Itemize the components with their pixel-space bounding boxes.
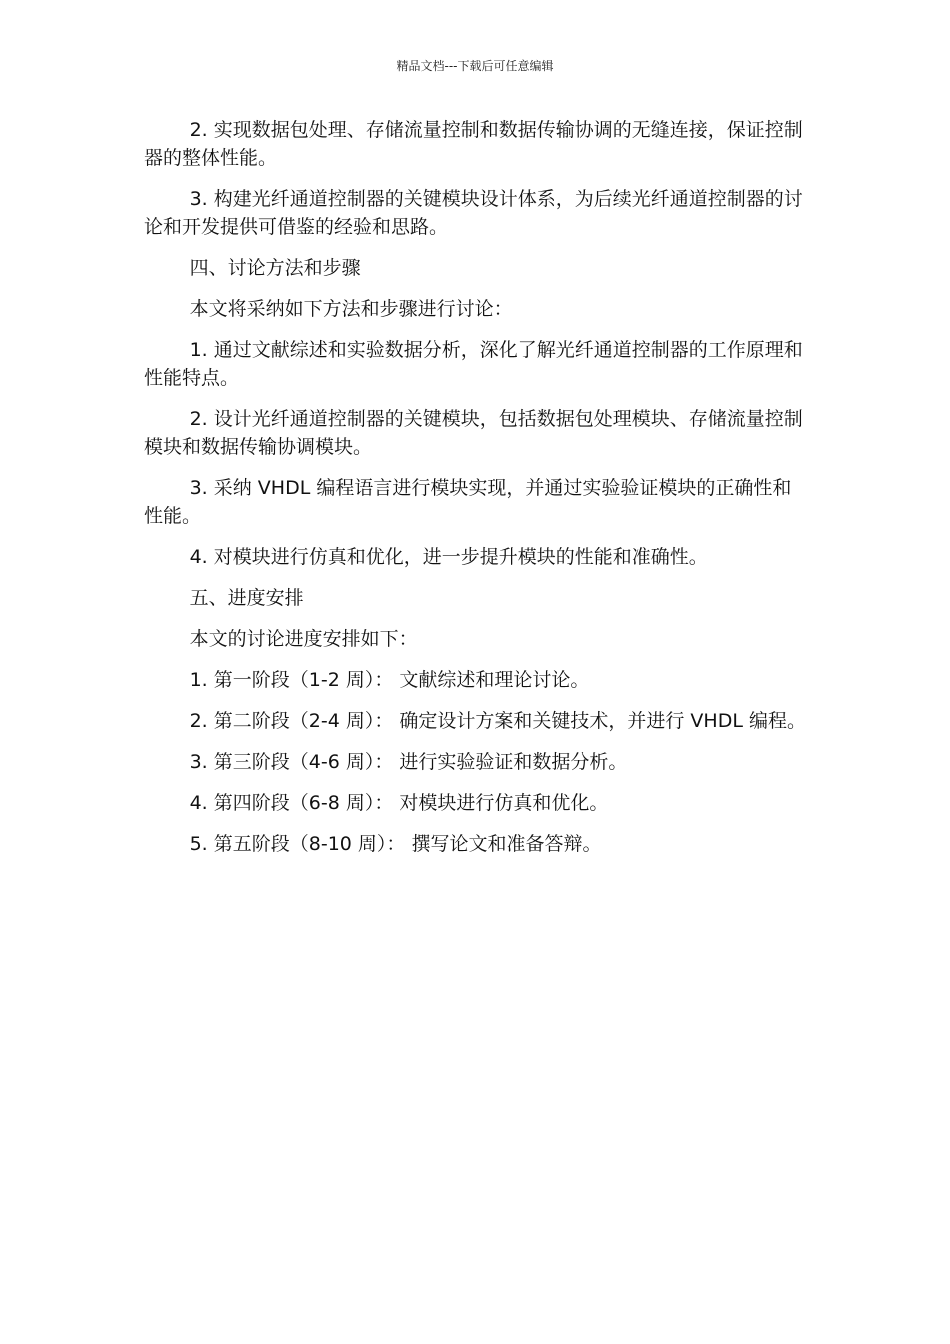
method-item-2: 2. 设计光纤通道控制器的关键模块，包括数据包处理模块、存储流量控制模块和数据传输协调模块。 [144, 408, 803, 458]
page-header: 精品文档---下载后可任意编辑 [396, 59, 554, 73]
document-body [144, 116, 806, 871]
schedule-item-1: 1. 第一阶段（1-2 周）： 文献综述和理论讨论。 [189, 669, 590, 691]
method-item-1: 1. 通过文献综述和实验数据分析，深化了解光纤通道控制器的工作原理和性能特点。 [144, 339, 803, 389]
schedule-item-3: 3. 第三阶段（4-6 周）： 进行实验验证和数据分析。 [189, 751, 628, 773]
method-item-3: 3. 采纳 VHDL 编程语言进行模块实现，并通过实验验证模块的正确性和性能。 [144, 477, 792, 527]
schedule-item-5: 5. 第五阶段（8-10 周）： 撰写论文和准备答辩。 [189, 833, 602, 855]
method-item-4: 4. 对模块进行仿真和优化，进一步提升模块的性能和准确性。 [189, 546, 708, 568]
schedule-intro: 本文的讨论进度安排如下： [189, 628, 418, 650]
goal-item-3: 3. 构建光纤通道控制器的关键模块设计体系，为后续光纤通道控制器的讨论和开发提供可借鉴的经验和思路。 [144, 188, 803, 238]
goal-item-2: 2. 实现数据包处理、存储流量控制和数据传输协调的无缝连接，保证控制器的整体性能。 [144, 119, 803, 169]
methods-intro: 本文将采纳如下方法和步骤进行讨论： [189, 298, 513, 320]
section-heading-schedule: 五、进度安排 [189, 587, 304, 609]
section-heading-methods: 四、讨论方法和步骤 [189, 257, 361, 279]
schedule-item-2: 2. 第二阶段（2-4 周）： 确定设计方案和关键技术，并进行 VHDL 编程。 [189, 710, 806, 732]
schedule-item-4: 4. 第四阶段（6-8 周）： 对模块进行仿真和优化。 [189, 792, 609, 814]
